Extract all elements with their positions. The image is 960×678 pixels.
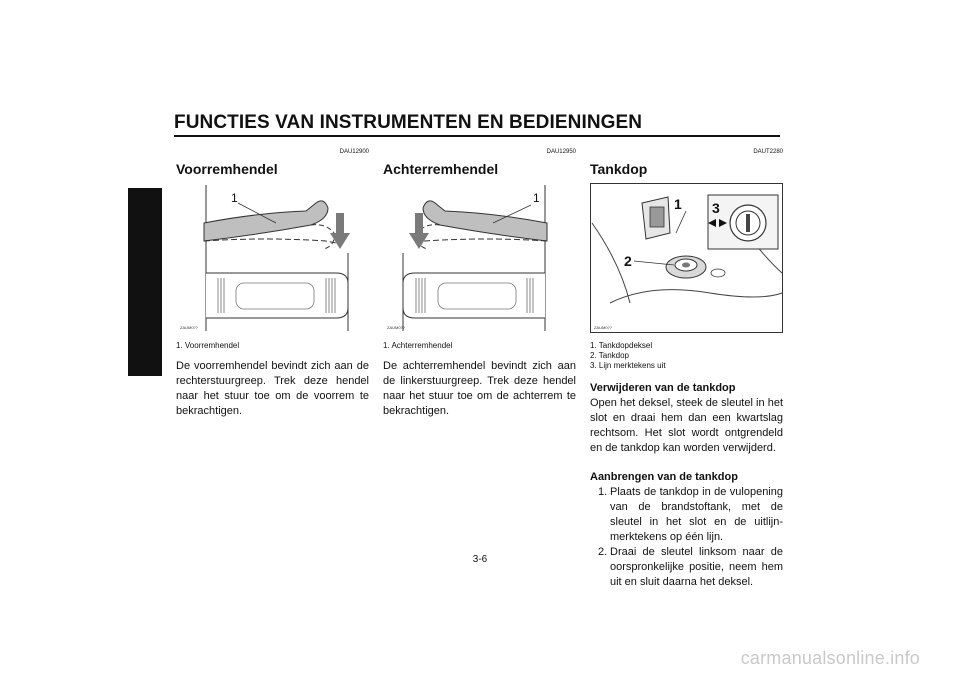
remove-text: Open het deksel, steek de sleutel in het slot en draai hem dan een kwartslag rechtsom. Het slot wordt ontgrendeld en de tankdop kan worden verwijderd.	[590, 397, 783, 454]
section-code: DAU12900	[339, 149, 369, 155]
section-voorremhendel	[176, 148, 369, 419]
section-achterremhendel	[383, 148, 576, 419]
fuel-cap-illustration	[590, 183, 783, 333]
front-brake-figure	[176, 183, 369, 333]
caption-item: 3. Lijn merktekens uit	[590, 361, 666, 370]
caption-item: 2. Tankdop	[590, 351, 629, 360]
callout-1: 1	[533, 191, 540, 205]
install-step	[590, 485, 783, 545]
figure-code: ZAUM0??	[594, 325, 613, 330]
remove-heading: Verwijderen van de tankdop	[590, 382, 736, 394]
fuel-cap-figure	[590, 183, 783, 333]
section-body: De voorremhendel bevindt zich aan de rechterstuurgreep. Trek deze hendel naar het stuur toe om de voorrem te bekrachtigen.	[176, 360, 369, 417]
tank-lid	[642, 197, 670, 239]
figure-code: ZAUM0??	[180, 325, 199, 330]
step-number: 2.	[598, 546, 608, 558]
caption-list	[590, 341, 783, 371]
front-brake-illustration	[176, 183, 369, 333]
section-code: DAU12950	[546, 149, 576, 155]
step-text: Draai de sleutel linksom naar de oorspronkelijke positie, neem hem uit en sluit daarna het deksel.	[610, 546, 783, 588]
install-step	[590, 545, 783, 590]
step-text: Plaats de tankdop in de vulopening van de brandstoftank, met de sleutel in het slot en de uitlijn-merktekens op één lijn.	[610, 486, 783, 543]
page-title: FUNCTIES VAN INSTRUMENTEN EN BEDIENINGEN	[174, 112, 643, 133]
rear-brake-illustration	[383, 183, 576, 333]
chapter-tab	[128, 188, 162, 376]
caption-item: 1. Achterremhendel	[383, 341, 453, 350]
caption-list	[176, 341, 369, 351]
install-steps	[590, 485, 783, 590]
step-number: 1.	[598, 486, 608, 498]
callout-2: 2	[624, 253, 632, 269]
section-tankdop	[590, 148, 783, 590]
chapter-number: 3	[149, 265, 157, 280]
caption-item: 1. Voorremhendel	[176, 341, 240, 350]
caption-list	[383, 341, 576, 351]
figure-code: ZAUM0??	[387, 325, 406, 330]
callout-3: 3	[712, 200, 720, 216]
section-title: Voorremhendel	[176, 161, 278, 177]
callout-1: 1	[674, 196, 682, 212]
section-body: De achterremhendel bevindt zich aan de linkerstuurgreep. Trek deze hendel naar het stuur toe om de achterrem te bekrachtigen.	[383, 360, 576, 417]
header-rule	[174, 135, 780, 137]
install-heading: Aanbrengen van de tankdop	[590, 471, 738, 483]
section-title: Tankdop	[590, 161, 648, 177]
rear-brake-figure	[383, 183, 576, 333]
fuel-cap	[666, 256, 706, 278]
section-code: DAUT2280	[753, 149, 783, 155]
page-number: 3-6	[472, 554, 488, 565]
section-title: Achterremhendel	[383, 161, 499, 177]
caption-item: 1. Tankdopdeksel	[590, 341, 653, 350]
watermark: carmanualsonline.info	[740, 648, 920, 668]
callout-1: 1	[231, 191, 238, 205]
